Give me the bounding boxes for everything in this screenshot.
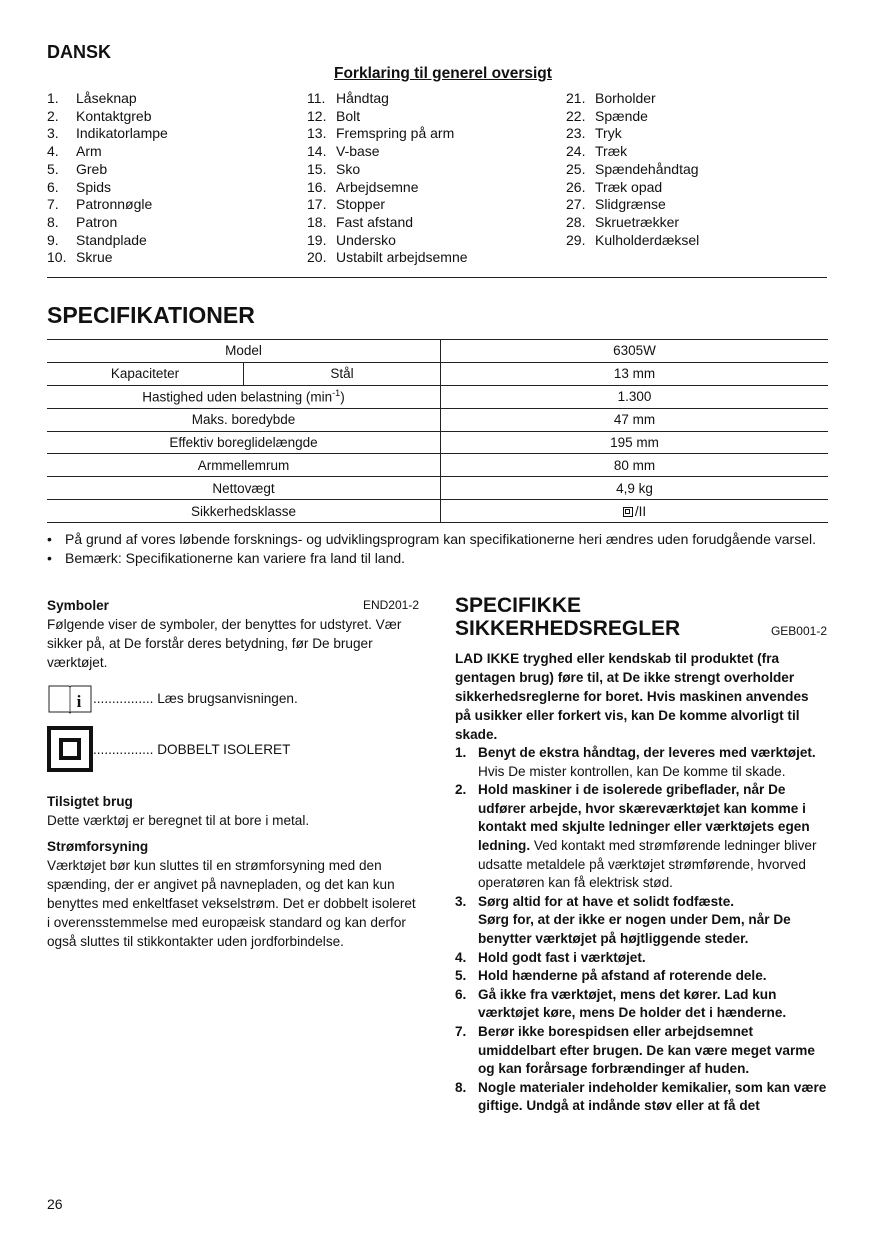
list-item: 17. Stopper	[307, 196, 386, 213]
list-item: 6. Gå ikke fra værktøjet, mens det kører. Lad kun værktøjet køre, mens De holder det i hænderne.	[455, 986, 787, 1021]
list-item: 21. Borholder	[566, 90, 656, 106]
safety-rules	[455, 744, 827, 1116]
list-item: 25. Spændehåndtag	[566, 160, 699, 177]
svg-text:i: i	[76, 692, 82, 711]
table-row	[47, 362, 828, 385]
list-item: 29. Kulholderdæksel	[566, 231, 700, 248]
table-row	[47, 500, 828, 523]
list-item: 4. Arm	[47, 143, 102, 160]
list-item: 28. Skruetrækker	[566, 213, 680, 230]
list-item: 23. Tryk	[566, 125, 622, 142]
throat-value: 80 mm	[441, 454, 829, 477]
language-heading: DANSK	[47, 42, 112, 62]
stroke-label: Effektiv boreglidelængde	[47, 431, 441, 454]
list-item: 18. Fast afstand	[307, 213, 414, 230]
table-row	[47, 385, 828, 408]
stroke-value: 195 mm	[441, 431, 829, 454]
table-row	[47, 431, 828, 454]
list-item: • På grund af vores løbende forsknings- og udviklingsprogram kan specifikationerne heri ændres uden forudgående varsel.	[47, 531, 816, 547]
list-item: 24. Træk	[566, 143, 628, 160]
list-item: 9. Standplade	[47, 231, 147, 248]
power-supply-title: Strømforsyning	[47, 839, 149, 854]
list-item: 7. Patronnøgle	[47, 196, 153, 213]
symbols-intro: Følgende viser de symboler, der benyttes for udstyret. Vær sikker på, at De forstår deres betydning, før De bruger værktøjet.	[47, 617, 402, 670]
specifications-heading: SPECIFIKATIONER	[47, 302, 255, 328]
list-item: 11. Håndtag	[307, 90, 389, 106]
table-row	[47, 340, 828, 363]
double-insulation-icon	[47, 726, 93, 772]
double-insulated-text: ................ DOBBELT ISOLERET	[93, 741, 291, 757]
weight-label: Nettovægt	[47, 477, 441, 500]
speed-label: Hastighed uden belastning $(\min^{-1})$	[47, 385, 441, 408]
spec-notes	[47, 530, 837, 568]
symbol-row	[47, 726, 419, 772]
list-item: 12. Bolt	[307, 107, 361, 124]
safety-code: GEB001-2	[770, 624, 827, 638]
list-item: 22. Spænde	[566, 107, 648, 124]
list-item: 2. Kontaktgreb	[47, 107, 152, 124]
list-item: 3. Sørg altid for at have et solidt fodfæste. Sørg for, at der ikke er nogen under Dem, når De benytter værktøjet på højtliggende steder.	[455, 893, 791, 946]
list-item: 3. Indikatorlampe	[47, 125, 168, 142]
right-column	[455, 594, 827, 1116]
model-label: Model	[47, 340, 441, 363]
power-supply-text: Værktøjet bør kun sluttes til en strømforsyning med den spænding, der er angivet på navnepladen, og det kan kun benyttes med enkeltfaset vekselstrøm. Det er dobbelt isoleret i overensstemmelse med europæisk standard og kan derfor også sluttes til stikkontakter uden jordforbindelse.	[47, 858, 416, 949]
safety-title-line2: SIKKERHEDSREGLER	[455, 617, 681, 640]
symbols-title: Symboler	[47, 598, 109, 613]
symbols-code: END201-2	[362, 598, 419, 612]
list-item: 1. Låseknap	[47, 90, 137, 106]
speed-value: 1.300	[441, 385, 829, 408]
list-item: 16. Arbejdsemne	[307, 178, 419, 195]
list-item: 19. Undersko	[307, 231, 396, 248]
steel-label: Stål	[244, 362, 441, 385]
weight-value: 4,9 kg	[441, 477, 829, 500]
list-item: 4. Hold godt fast i værktøjet.	[455, 949, 646, 965]
overview-column-3	[566, 90, 699, 249]
double-insulation-icon	[623, 507, 633, 517]
depth-label: Maks. boredybde	[47, 408, 441, 431]
list-item: 10. Skrue	[47, 249, 113, 266]
throat-label: Armmellemrum	[47, 454, 441, 477]
list-item: • Bemærk: Specifikationerne kan variere fra land til land.	[47, 550, 406, 566]
list-item: 20. Ustabilt arbejdsemne	[307, 249, 468, 266]
specifications-table	[47, 339, 828, 523]
class-value: /II	[441, 500, 829, 523]
table-row	[47, 477, 828, 500]
symbol-row	[47, 682, 419, 714]
intended-use-title: Tilsigtet brug	[47, 794, 133, 809]
table-row	[47, 408, 828, 431]
intended-use-text: Dette værktøj er beregnet til at bore i metal.	[47, 813, 310, 828]
safety-intro: LAD IKKE tryghed eller kendskab til produktet (fra gentagen brug) føre til, at De ikke strengt overholder sikkerhedsreglerne for boret. Hvis maskinen anvendes på usikker eller forkert vis, kan De komme alvorligt til skade.	[455, 651, 809, 742]
list-item: 2. Hold maskiner i de isolerede gribeflader, når De udfører arbejde, hvor skæreværktøjet kan komme i kontakt med skjulte ledninger eller værktøjets egen ledning. Ved kontakt med strømførende ledninger bliver udsatte metaldele på værktøjet strømførende, hvorved operatøren kan få elektrisk stød.	[455, 782, 817, 891]
list-item: 8. Patron	[47, 213, 118, 230]
model-value: 6305W	[441, 340, 829, 363]
steel-value: 13 mm	[441, 362, 829, 385]
left-column	[47, 596, 419, 951]
list-item: 26. Træk opad	[566, 178, 663, 195]
overview-title: Forklaring til generel oversigt	[334, 65, 552, 82]
overview-column-2	[307, 90, 468, 267]
list-item: 6. Spids	[47, 178, 112, 195]
list-item: 1. Benyt de ekstra håndtag, der leveres med værktøjet. Hvis De mister kontrollen, kan De komme til skade.	[455, 745, 816, 779]
list-item: 13. Fremspring på arm	[307, 125, 455, 142]
list-item: 8. Nogle materialer indeholder kemikalier, som kan være giftige. Undgå at indånde støv eller at få det	[455, 1079, 827, 1114]
page-number: 26	[47, 1196, 63, 1212]
manual-book-icon	[47, 682, 93, 714]
depth-value: 47 mm	[441, 408, 829, 431]
read-manual-text: ................ Læs brugsanvisningen.	[93, 690, 298, 706]
class-label: Sikkerhedsklasse	[47, 500, 441, 523]
list-item: 5. Hold hænderne på afstand af roterende dele.	[455, 968, 767, 984]
overview-column-1	[47, 90, 168, 267]
table-row	[47, 454, 828, 477]
list-item: 14. V-base	[307, 143, 380, 160]
list-item: 5. Greb	[47, 160, 108, 177]
divider	[47, 277, 827, 278]
list-item: 7. Berør ikke borespidsen eller arbejdsemnet umiddelbart efter brugen. De kan være meget varme og kan forårsage forbrændinger af huden.	[455, 1023, 815, 1077]
list-item: 27. Slidgrænse	[566, 196, 666, 213]
list-item: 15. Sko	[307, 160, 361, 177]
safety-title-line1: SPECIFIKKE	[455, 594, 582, 617]
capacity-label: Kapaciteter	[47, 362, 244, 385]
